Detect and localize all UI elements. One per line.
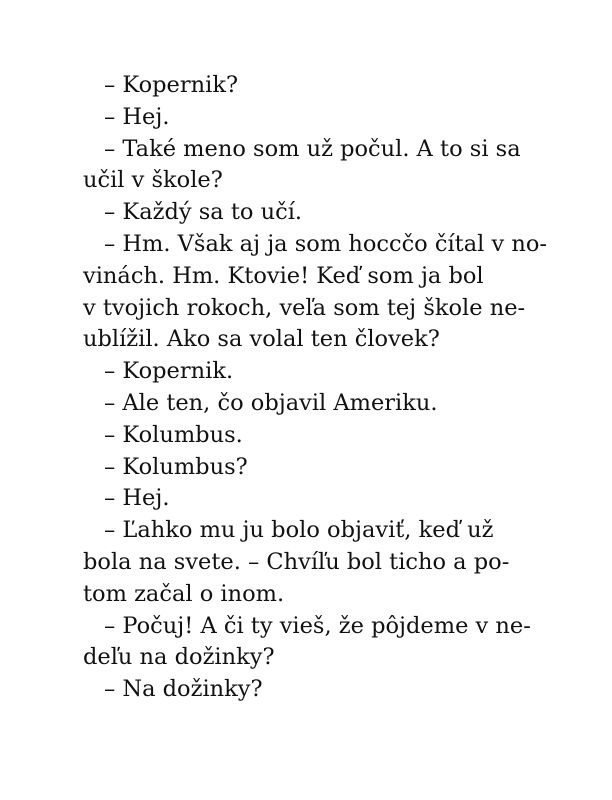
text-line: bola na svete. – Chvíľu bol ticho a po- xyxy=(83,548,510,575)
dialogue-text xyxy=(0,70,612,706)
text-line: – Ľahko mu ju bolo objaviť, keď už xyxy=(104,517,494,544)
text-line: v tvojich rokoch, veľa som tej škole ne- xyxy=(83,294,526,321)
text-line: deľu na dožinky? xyxy=(83,644,275,671)
text-line: – Kolumbus? xyxy=(104,453,248,480)
text-line: – Také meno som už počul. A to si sa xyxy=(104,135,521,162)
text-line: učil v škole? xyxy=(83,167,223,194)
text-line: – Kopernik. xyxy=(104,358,234,385)
text-line: – Na dožinky? xyxy=(104,676,263,703)
text-line: – Kolumbus. xyxy=(104,421,243,448)
text-line: ublížil. Ako sa volal ten človek? xyxy=(83,326,440,353)
text-line: – Počuj! A či ty vieš, že pôjdeme v ne- xyxy=(104,612,531,639)
text-line: – Každý sa to učí. xyxy=(104,199,303,226)
text-line: tom začal o inom. xyxy=(83,580,285,607)
text-line: vinách. Hm. Ktovie! Keď som ja bol xyxy=(83,262,484,289)
text-line: – Ale ten, čo objavil Ameriku. xyxy=(104,389,438,416)
text-line: – Hej. xyxy=(104,485,170,512)
text-line: – Kopernik? xyxy=(104,72,239,98)
text-line: – Hej. xyxy=(104,103,170,130)
text-line: – Hm. Však aj ja som hoccčo čítal v no- xyxy=(104,230,547,257)
